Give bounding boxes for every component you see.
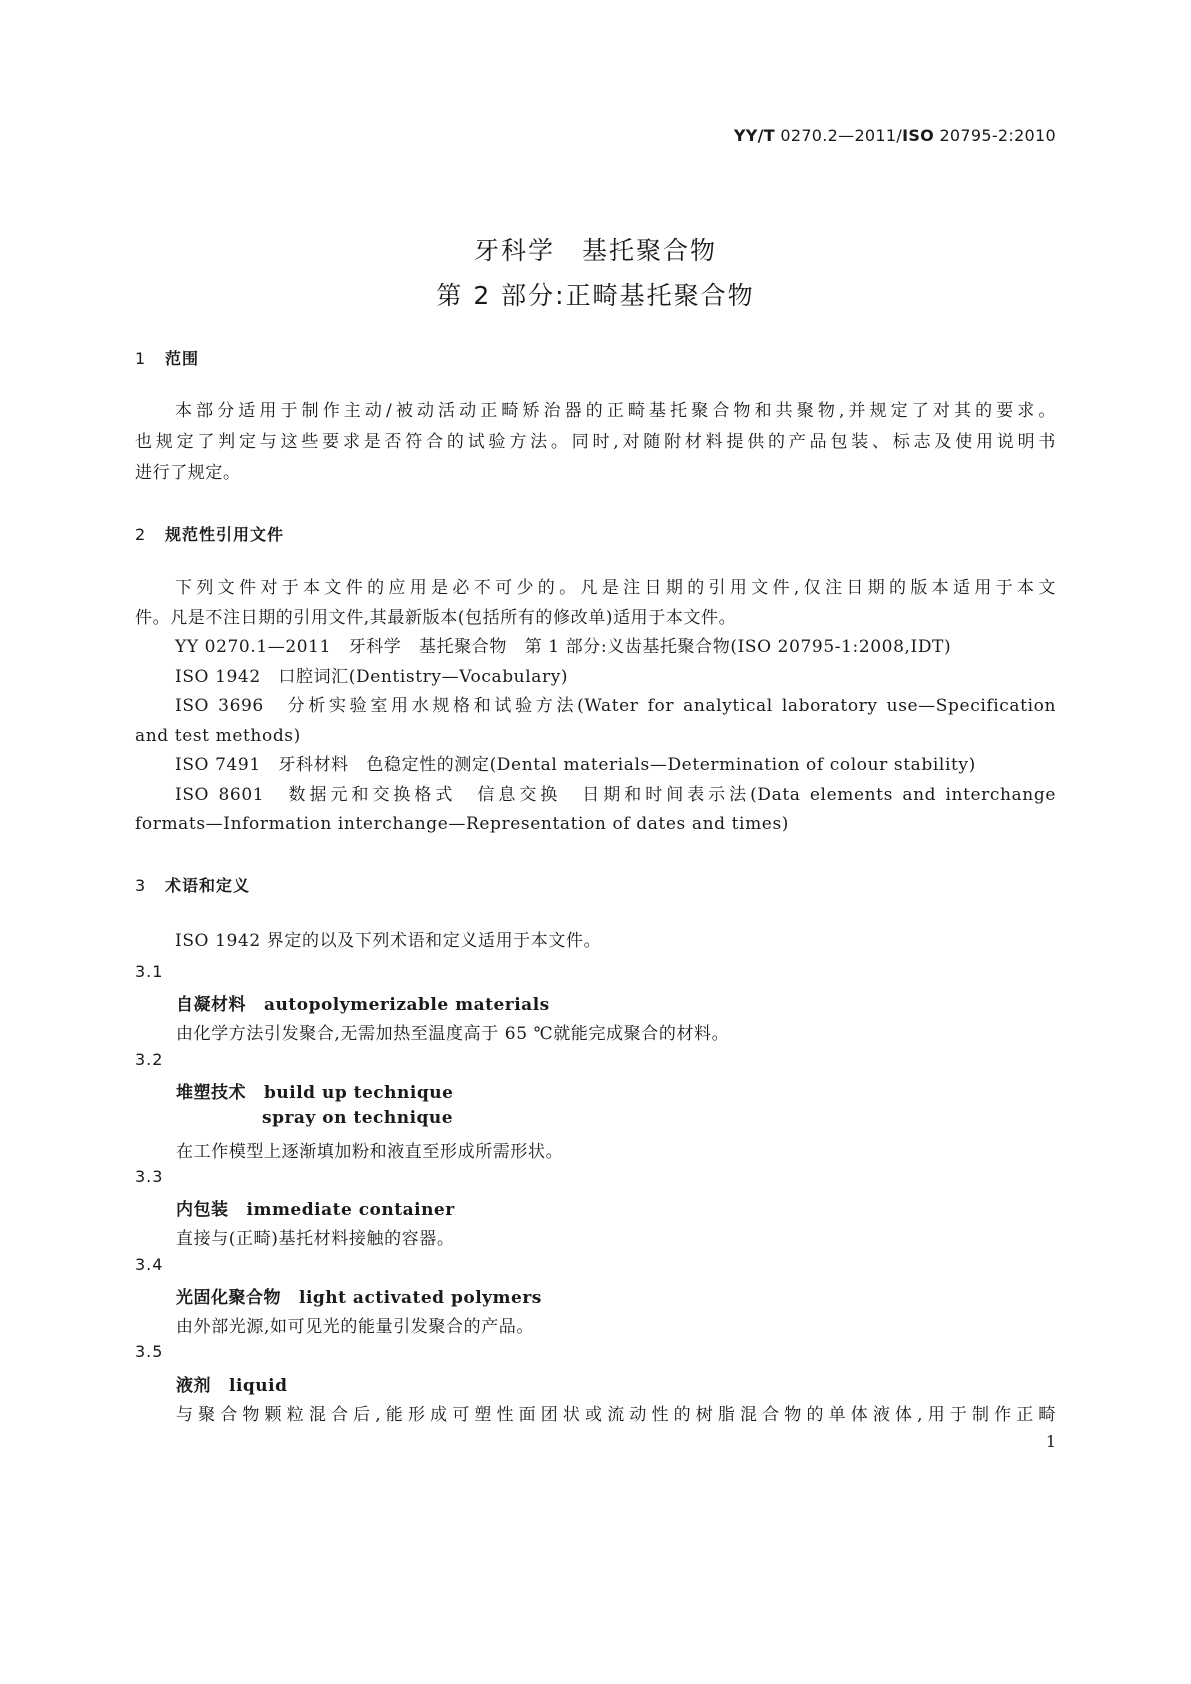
term-chinese: 内包装	[176, 1200, 229, 1220]
section-title: 规范性引用文件	[165, 525, 285, 544]
section-title: 术语和定义	[165, 876, 251, 895]
term-entry	[176, 1078, 453, 1103]
section-number: 1	[135, 349, 147, 368]
std-code-part: 20795-2:2010	[939, 126, 1056, 145]
reference-item-continued: formats—Information interchange—Representation of dates and times)	[135, 814, 790, 834]
std-code-part: ISO	[902, 126, 935, 145]
term-entry	[176, 1195, 455, 1220]
term-english: light activated polymers	[299, 1288, 542, 1308]
std-code-part: YY/T	[733, 126, 775, 145]
section-heading-terms-definitions	[135, 873, 250, 896]
term-chinese: 堆塑技术	[176, 1083, 246, 1103]
clause-number: 3.5	[135, 1342, 164, 1361]
terms-intro	[135, 926, 1056, 957]
document-title: 牙科学 基托聚合物	[473, 236, 717, 265]
term-definition: 由外部光源,如可见光的能量引发聚合的产品。	[176, 1317, 535, 1337]
paragraph-line: 件。凡是不注日期的引用文件,其最新版本(包括所有的修改单)适用于本文件。	[135, 607, 737, 628]
term-english-alternate: spray on technique	[262, 1108, 454, 1128]
term-definition: 与聚合物颗粒混合后,能形成可塑性面团状或流动性的树脂混合物的单体液体,用于制作正畸	[176, 1405, 1056, 1425]
reference-item-continued: and test methods)	[135, 725, 301, 746]
term-chinese: 光固化聚合物	[176, 1288, 281, 1308]
std-code-part: 0270.2—2011/	[780, 126, 903, 145]
term-definition: 直接与(正畸)基托材料接触的容器。	[176, 1229, 455, 1249]
section-title: 范围	[165, 349, 200, 368]
paragraph-line: 下列文件对于本文件的应用是必不可少的。凡是注日期的引用文件,仅注日期的版本适用于本文	[175, 578, 1056, 598]
section-number: 2	[135, 525, 147, 544]
term-entry	[176, 1371, 288, 1396]
section-heading-normative-references	[135, 522, 284, 545]
reference-item: ISO 7491 牙科材料 色稳定性的测定(Dental materials—Determination of colour stability)	[175, 755, 976, 775]
term-english: autopolymerizable materials	[264, 995, 550, 1015]
term-chinese: 自凝材料	[176, 995, 246, 1015]
term-definition: 在工作模型上逐渐填加粉和液直至形成所需形状。	[176, 1142, 564, 1162]
clause-number: 3.3	[135, 1167, 164, 1186]
document-subtitle: 第 2 部分:正畸基托聚合物	[436, 281, 755, 310]
term-english: immediate container	[246, 1200, 455, 1220]
reference-item: YY 0270.1—2011 牙科学 基托聚合物 第 1 部分:义齿基托聚合物(ISO 20795-1:2008,IDT)	[175, 637, 952, 657]
scope-paragraph	[135, 396, 1056, 489]
clause-number: 3.2	[135, 1050, 164, 1069]
section-heading-scope	[135, 346, 199, 369]
term-english: build up technique	[264, 1083, 454, 1103]
paragraph-line: ISO 1942 界定的以及下列术语和定义适用于本文件。	[175, 931, 602, 951]
term-entry-alternate	[262, 1108, 453, 1128]
term-chinese: 液剂	[176, 1376, 211, 1396]
term-entry	[176, 990, 550, 1015]
paragraph-line: 进行了规定。	[135, 463, 241, 483]
reference-item: ISO 3696 分析实验室用水规格和试验方法(Water for analytical laboratory use—Specification	[175, 696, 1056, 716]
term-definition: 由化学方法引发聚合,无需加热至温度高于 65 ℃就能完成聚合的材料。	[176, 1024, 730, 1044]
clause-number: 3.4	[135, 1255, 164, 1274]
paragraph-line: 也规定了判定与这些要求是否符合的试验方法。同时,对随附材料提供的产品包装、标志及使用说明书	[135, 432, 1056, 452]
references-block	[135, 574, 1056, 840]
section-number: 3	[135, 876, 147, 895]
page-number: 1	[1045, 1432, 1056, 1451]
standard-code-header	[0, 126, 1056, 145]
term-english: liquid	[229, 1376, 288, 1396]
term-entry	[176, 1283, 542, 1308]
clause-number: 3.1	[135, 962, 164, 981]
reference-item: ISO 1942 口腔词汇(Dentistry—Vocabulary)	[175, 666, 569, 687]
paragraph-line: 本部分适用于制作主动/被动活动正畸矫治器的正畸基托聚合物和共聚物,并规定了对其的要求。	[175, 401, 1056, 421]
reference-item: ISO 8601 数据元和交换格式 信息交换 日期和时间表示法(Data elements and interchange	[175, 784, 1056, 805]
